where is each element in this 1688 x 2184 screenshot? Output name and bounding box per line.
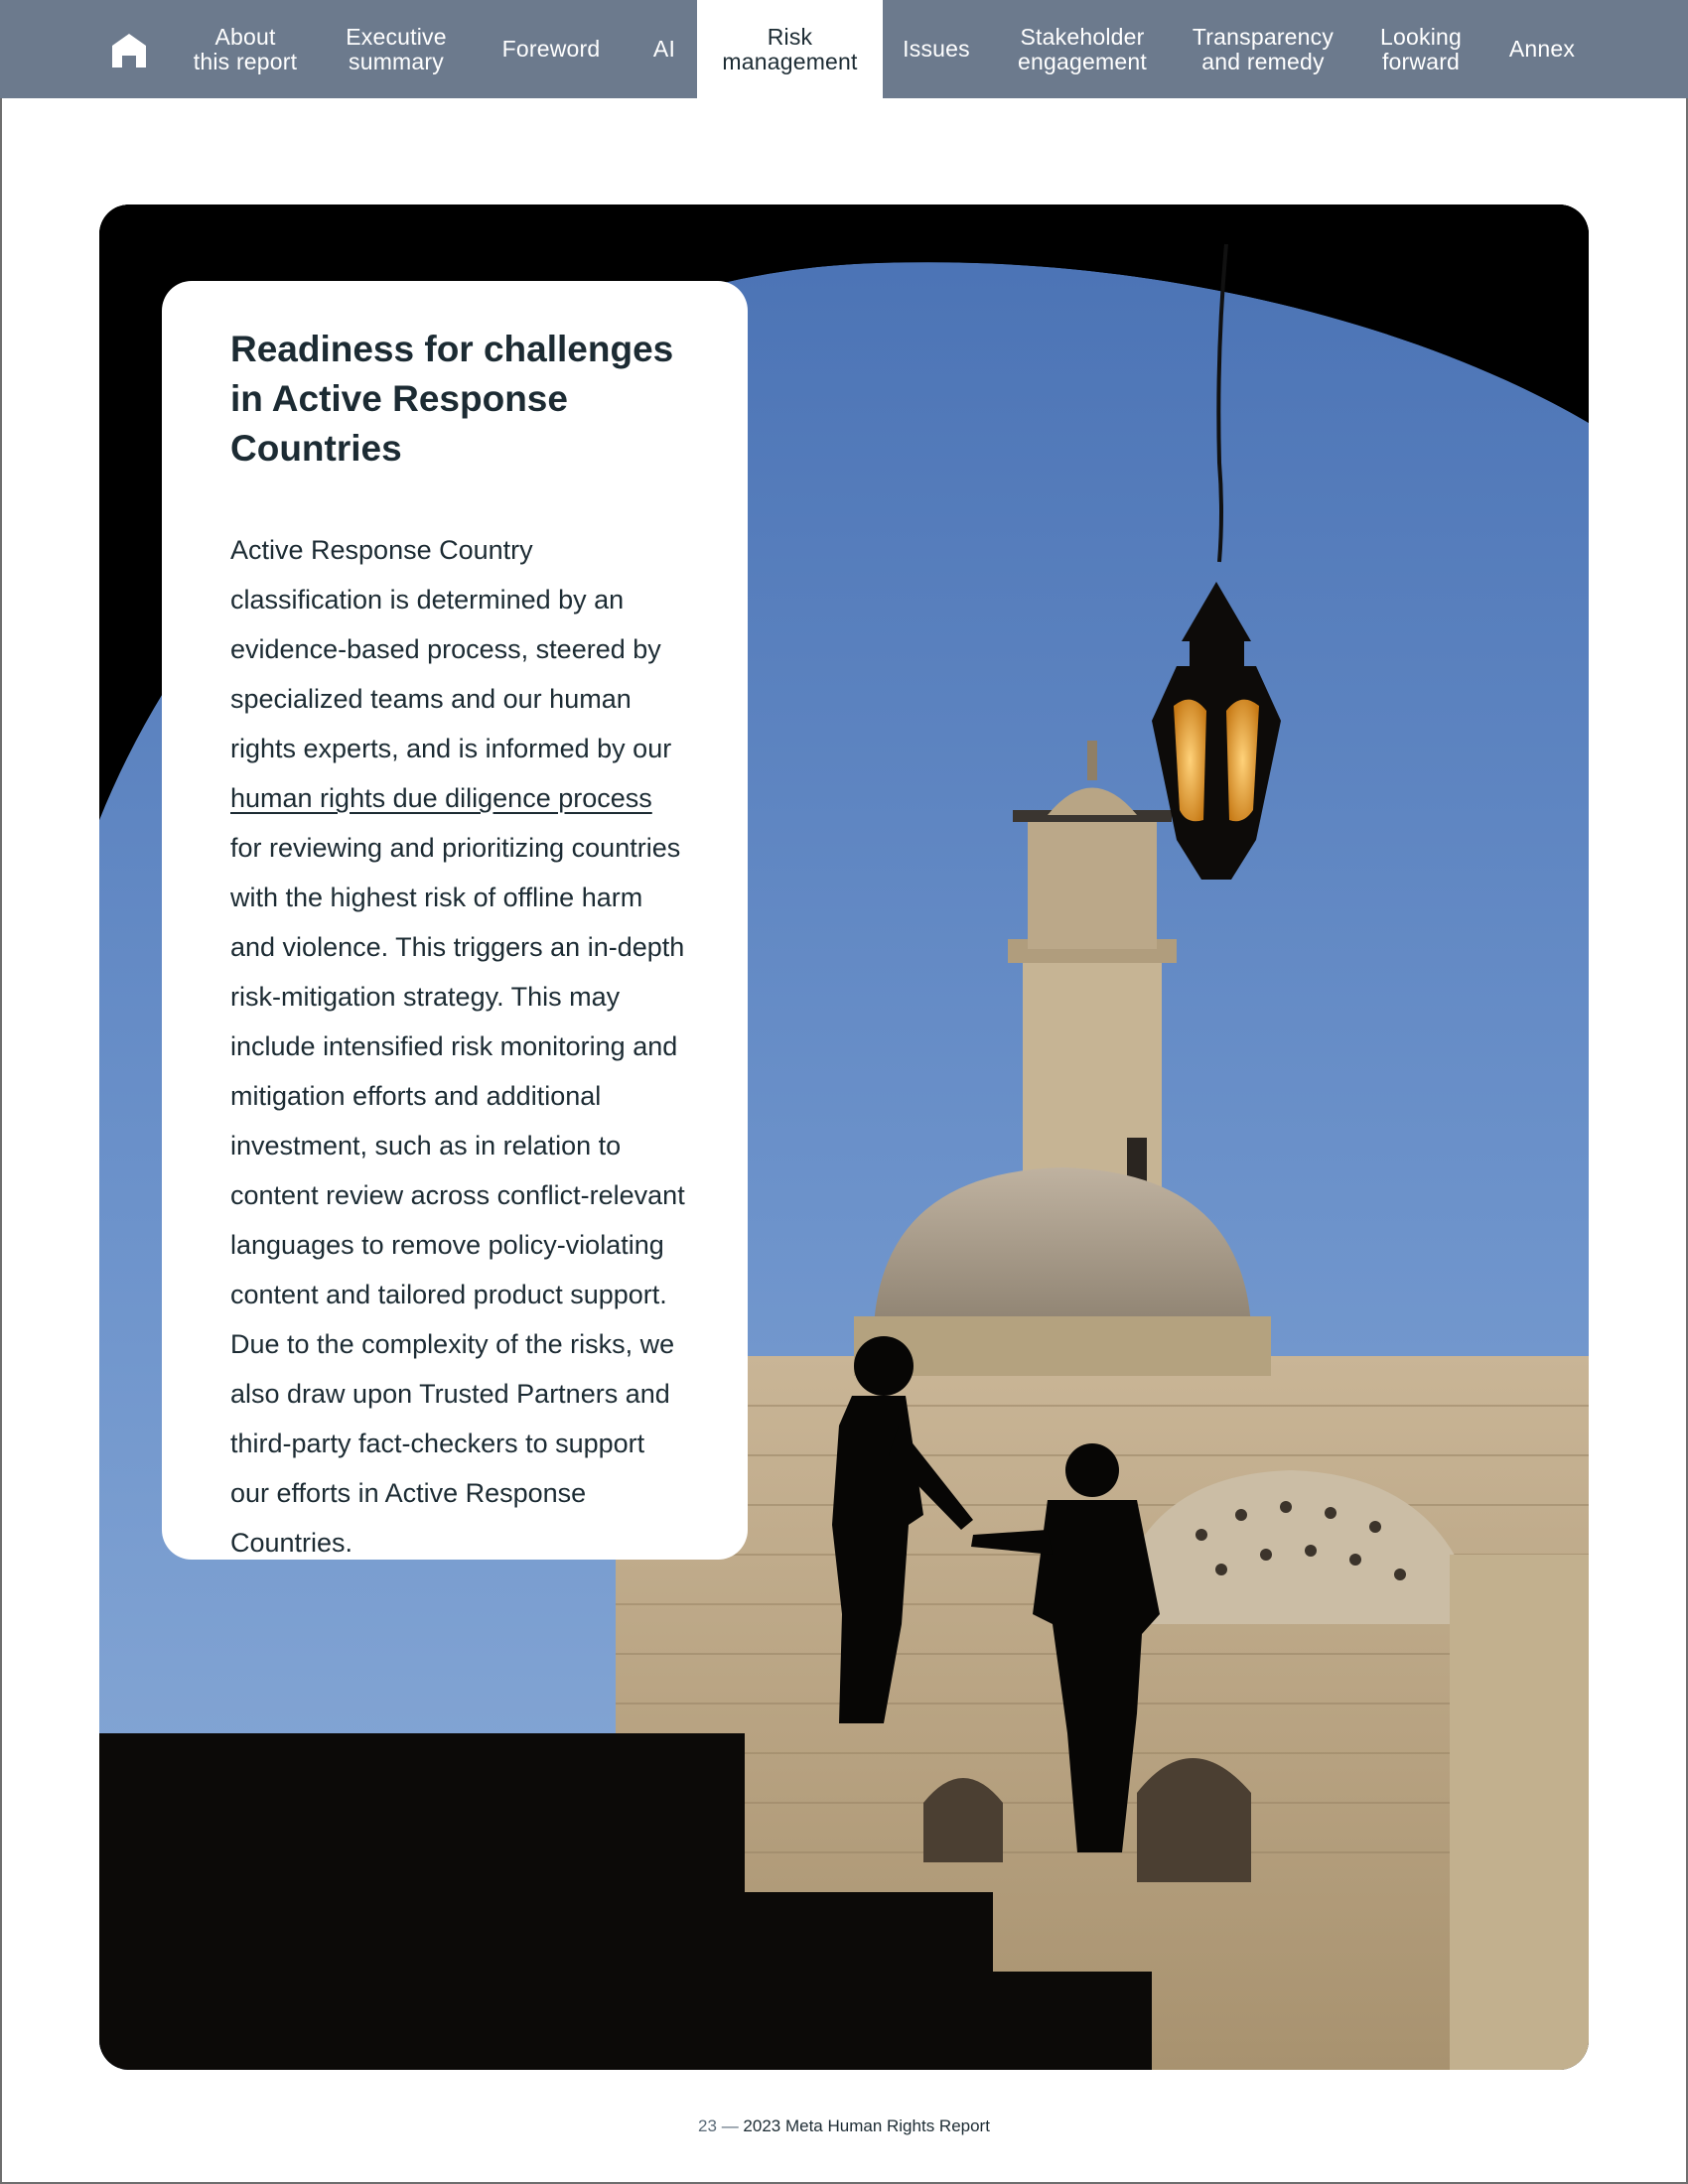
nav-tab-issues[interactable]: Issues xyxy=(903,36,970,62)
nav-tab-ai[interactable]: AI xyxy=(652,36,676,62)
card-body xyxy=(230,525,688,1568)
nav-tab-about[interactable]: About this report xyxy=(193,23,298,74)
home-button[interactable] xyxy=(109,32,149,69)
nav-tab-stakeholder-engagement[interactable]: Stakeholder engagement xyxy=(1018,23,1147,74)
card-title: Readiness for challenges in Active Response Countries xyxy=(230,329,674,469)
page-number: 23 xyxy=(698,2116,717,2135)
due-diligence-link[interactable]: human rights due diligence process xyxy=(230,783,652,813)
nav-tab-looking-forward[interactable]: Looking forward xyxy=(1380,23,1462,74)
nav-tab-risk-management[interactable]: Risk management xyxy=(697,0,883,98)
text-card xyxy=(162,281,748,1560)
nav-tab-transparency[interactable]: Transparency and remedy xyxy=(1192,23,1335,74)
nav-tab-executive-summary[interactable]: Executive summary xyxy=(346,23,447,74)
report-title: 2023 Meta Human Rights Report xyxy=(743,2116,990,2135)
home-icon xyxy=(109,32,149,69)
footer-separator: — xyxy=(721,2116,739,2135)
nav-tab-foreword[interactable]: Foreword xyxy=(501,36,601,62)
card-body-text-continued: for reviewing and prioritizing countries with the highest risk of offline harm and violence. This triggers an in-depth risk-mitigation strategy. This may include intensified risk monitoring and mitigation efforts and additional investment, such as in relation to content review across conflict-relevant languages to remove policy-violating content and tailored product support. Due to the complexity of the risks, we also draw upon Trusted Partners and third-party fact-checkers to support our efforts in Active Response Countries. xyxy=(230,833,685,1558)
card-body-text: Active Response Country classification is determined by an evidence-based process, steered by specialized teams and our human rights experts, and is informed by our xyxy=(230,535,672,763)
top-navigation xyxy=(0,0,1688,98)
page-footer xyxy=(0,2116,1688,2136)
nav-tab-annex[interactable]: Annex xyxy=(1508,36,1576,62)
